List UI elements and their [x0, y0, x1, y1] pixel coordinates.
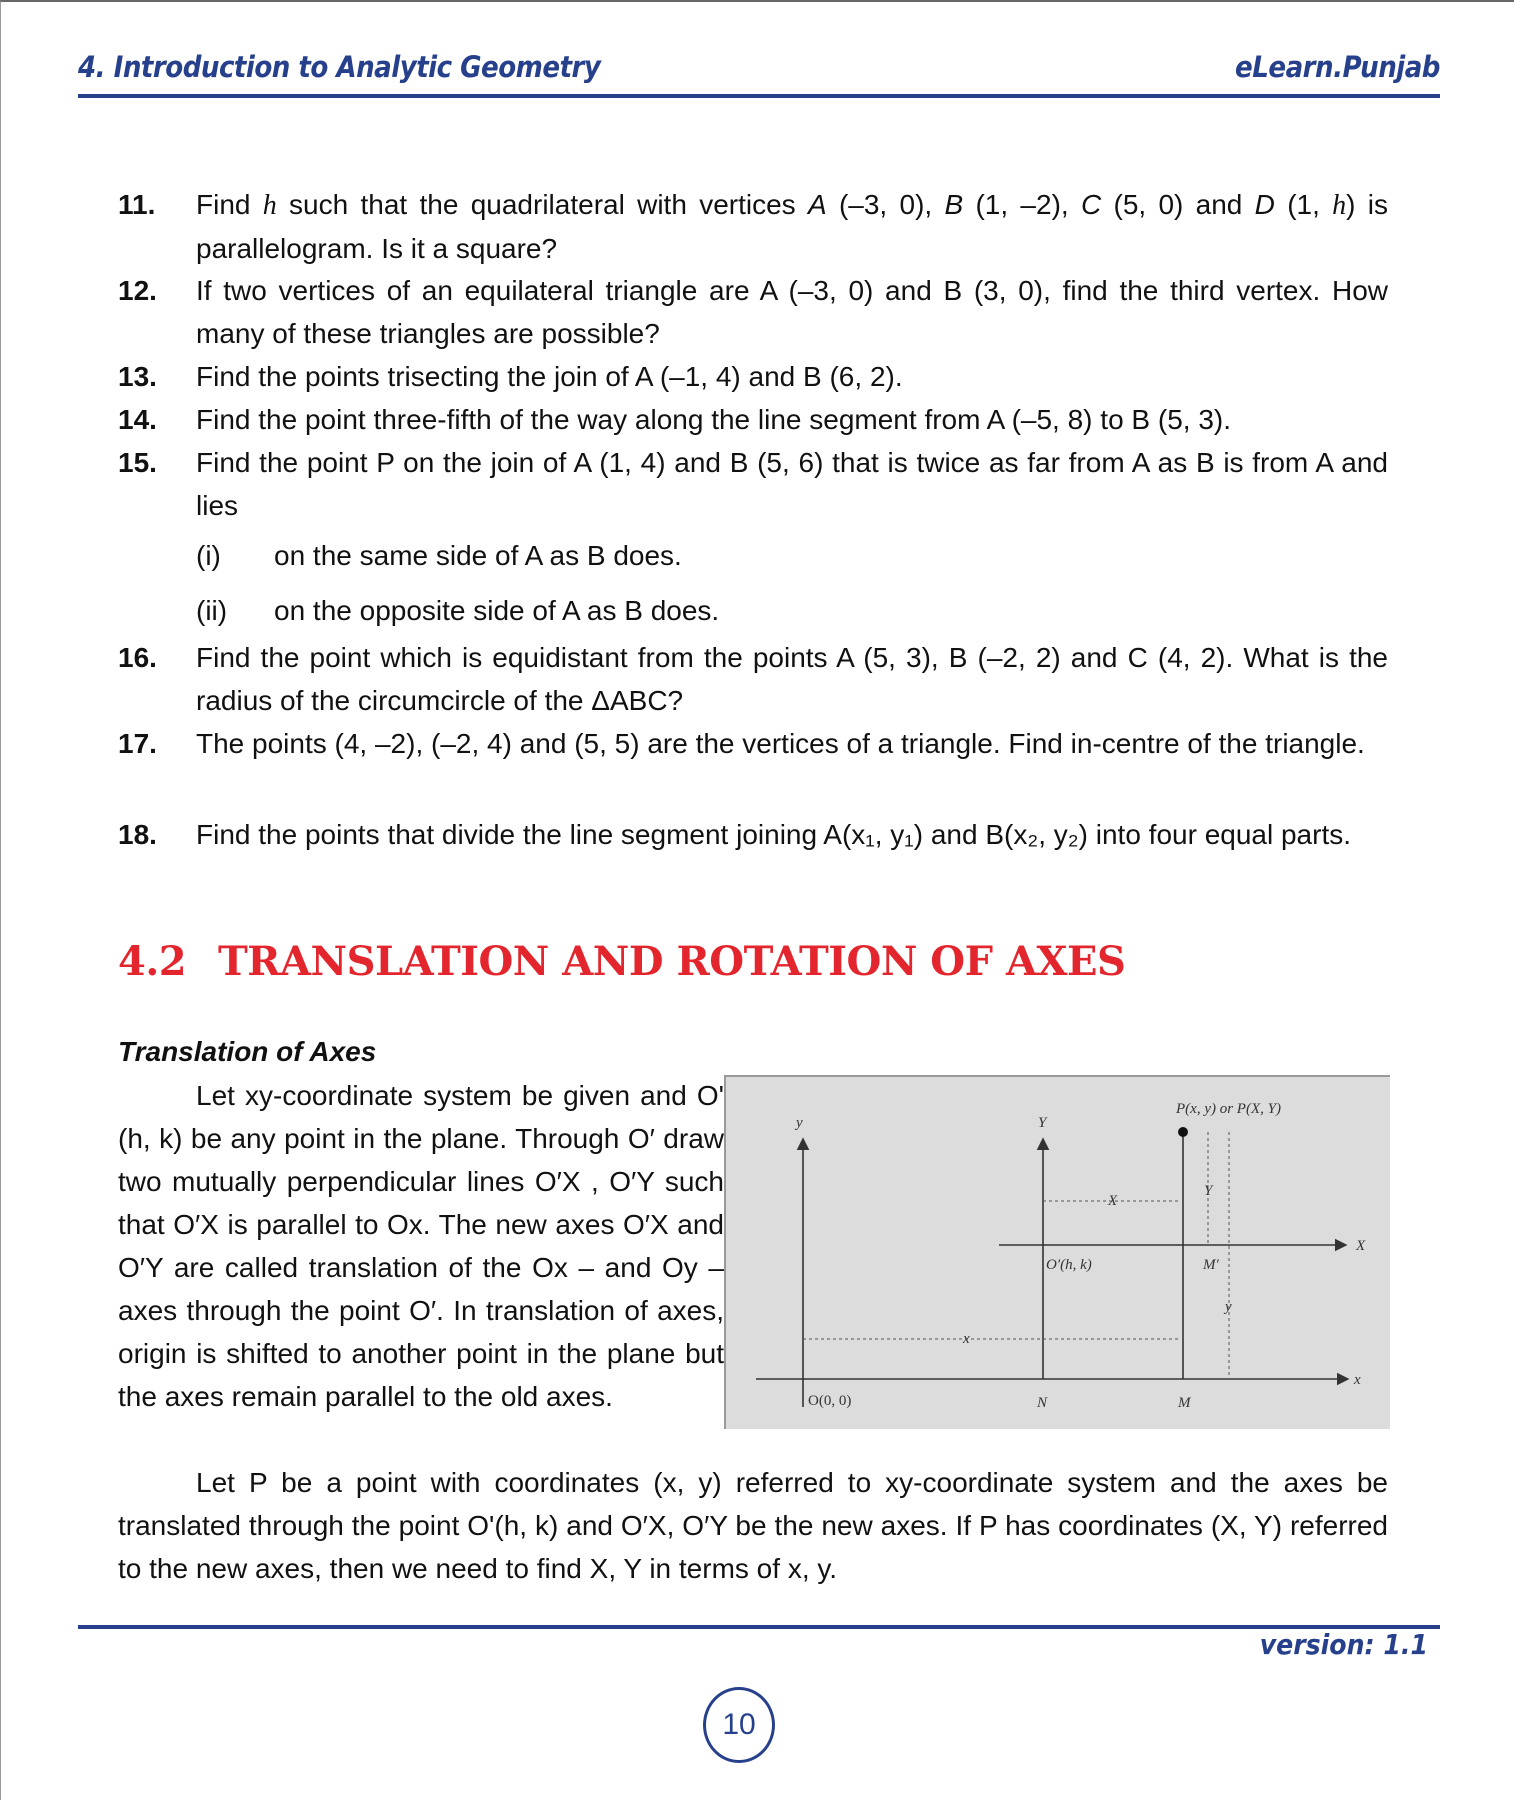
- subpart-text: on the same side of A as B does.: [274, 540, 682, 571]
- svg-text:x: x: [963, 1331, 970, 1347]
- question-number: 15.: [118, 447, 157, 478]
- question-text: Find the point three-fifth of the way along the line segment from A (–5, 8) to B (5, 3).: [196, 404, 1232, 435]
- question-12: [118, 269, 1388, 355]
- question-15: [118, 441, 1388, 527]
- question-text: Find the point P on the join of A (1, 4) and B (5, 6) that is twice as far from A as B is from A and lies: [196, 447, 1388, 521]
- svg-text:X: X: [1356, 1238, 1366, 1254]
- translation-axes-figure: [724, 1075, 1390, 1429]
- svg-text:M′: M′: [1203, 1257, 1219, 1273]
- question-text: Find the point which is equidistant from the points A (5, 3), B (–2, 2) and C (4, 2). What is the radius of the circumcircle of the ΔABC?: [196, 642, 1388, 716]
- paragraph-translation-intro: Let xy-coordinate system be given and O' (h, k) be any point in the plane. Through O′ draw two mutually perpendicular lines O′X , O′Y such that O′X is parallel to Ox. The new axes O′X and O′Y are called translation of the Ox – and Oy – axes through the point O′. In translation of axes, origin is shifted to another point in the plane but the axes remain parallel to the old axes.: [118, 1080, 724, 1412]
- svg-text:Y: Y: [1204, 1183, 1213, 1199]
- question-text: Find the points that divide the line segment joining A(x₁, y₁) and B(x₂, y₂) into four equal parts.: [196, 819, 1352, 850]
- section-title: TRANSLATION AND ROTATION OF AXES: [218, 938, 1126, 985]
- header-divider: [78, 94, 1440, 98]
- svg-text:O(0, 0): O(0, 0): [808, 1393, 852, 1409]
- question-number: 12.: [118, 275, 157, 306]
- question-number: 11.: [118, 189, 156, 220]
- chapter-title: 4. Introduction to Analytic Geometry: [78, 50, 601, 84]
- question-number: 13.: [118, 361, 157, 392]
- question-number: 18.: [118, 819, 157, 850]
- question-13: [118, 355, 1388, 398]
- svg-text:Y: Y: [1038, 1115, 1047, 1131]
- brand-name: eLearn.Punjab: [1235, 50, 1440, 84]
- subpart-ii: [196, 595, 719, 627]
- question-14: [118, 398, 1388, 441]
- svg-text:y: y: [796, 1115, 803, 1131]
- page-header: [78, 50, 1440, 96]
- section-heading: [118, 938, 1125, 985]
- svg-text:X: X: [1108, 1193, 1118, 1209]
- page-number: 10: [703, 1687, 775, 1763]
- question-number: 16.: [118, 642, 157, 673]
- question-17: [118, 722, 1388, 765]
- footer-divider: [78, 1625, 1440, 1629]
- subpart-text: on the opposite side of A as B does.: [274, 595, 720, 626]
- axes-diagram: [726, 1077, 1390, 1429]
- question-number: 14.: [118, 404, 157, 435]
- subpart-label: (i): [196, 540, 221, 571]
- question-number: 17.: [118, 728, 157, 759]
- svg-text:x: x: [1354, 1372, 1361, 1388]
- subpart-label: (ii): [196, 595, 228, 626]
- question-18: [118, 813, 1388, 856]
- question-11: [118, 183, 1388, 270]
- paragraph-point-coordinates: Let P be a point with coordinates (x, y) referred to xy-coordinate system and the axes be translated through the point O'(h, k) and O′X, O′Y be the new axes. If P has coordinates (X, Y) referred to the new axes, then we need to find X, Y in terms of x, y.: [118, 1467, 1388, 1584]
- question-16: [118, 636, 1388, 722]
- question-text: Find the points trisecting the join of A (–1, 4) and B (6, 2).: [196, 361, 903, 392]
- subsection-heading: Translation of Axes: [118, 1036, 377, 1067]
- svg-text:P(x, y) or P(X, Y): P(x, y) or P(X, Y): [1176, 1101, 1281, 1117]
- question-text: If two vertices of an equilateral triangle are A (–3, 0) and B (3, 0), find the third vertex. How many of these triangles are possible?: [196, 275, 1388, 349]
- svg-text:N: N: [1037, 1395, 1048, 1411]
- svg-text:O′(h, k): O′(h, k): [1046, 1257, 1092, 1273]
- question-text: The points (4, –2), (–2, 4) and (5, 5) are the vertices of a triangle. Find in-centre of the triangle.: [196, 728, 1365, 759]
- svg-text:y: y: [1225, 1299, 1232, 1315]
- svg-text:M: M: [1178, 1395, 1191, 1411]
- subpart-i: [196, 540, 682, 572]
- question-text: Find h such that the quadrilateral with vertices A (–3, 0), B (1, –2), C (5, 0) and D (1, h) is parallelogram. Is it a square?: [196, 189, 1389, 264]
- version-label: version: 1.1: [1259, 1628, 1428, 1661]
- section-number: 4.2: [118, 938, 187, 985]
